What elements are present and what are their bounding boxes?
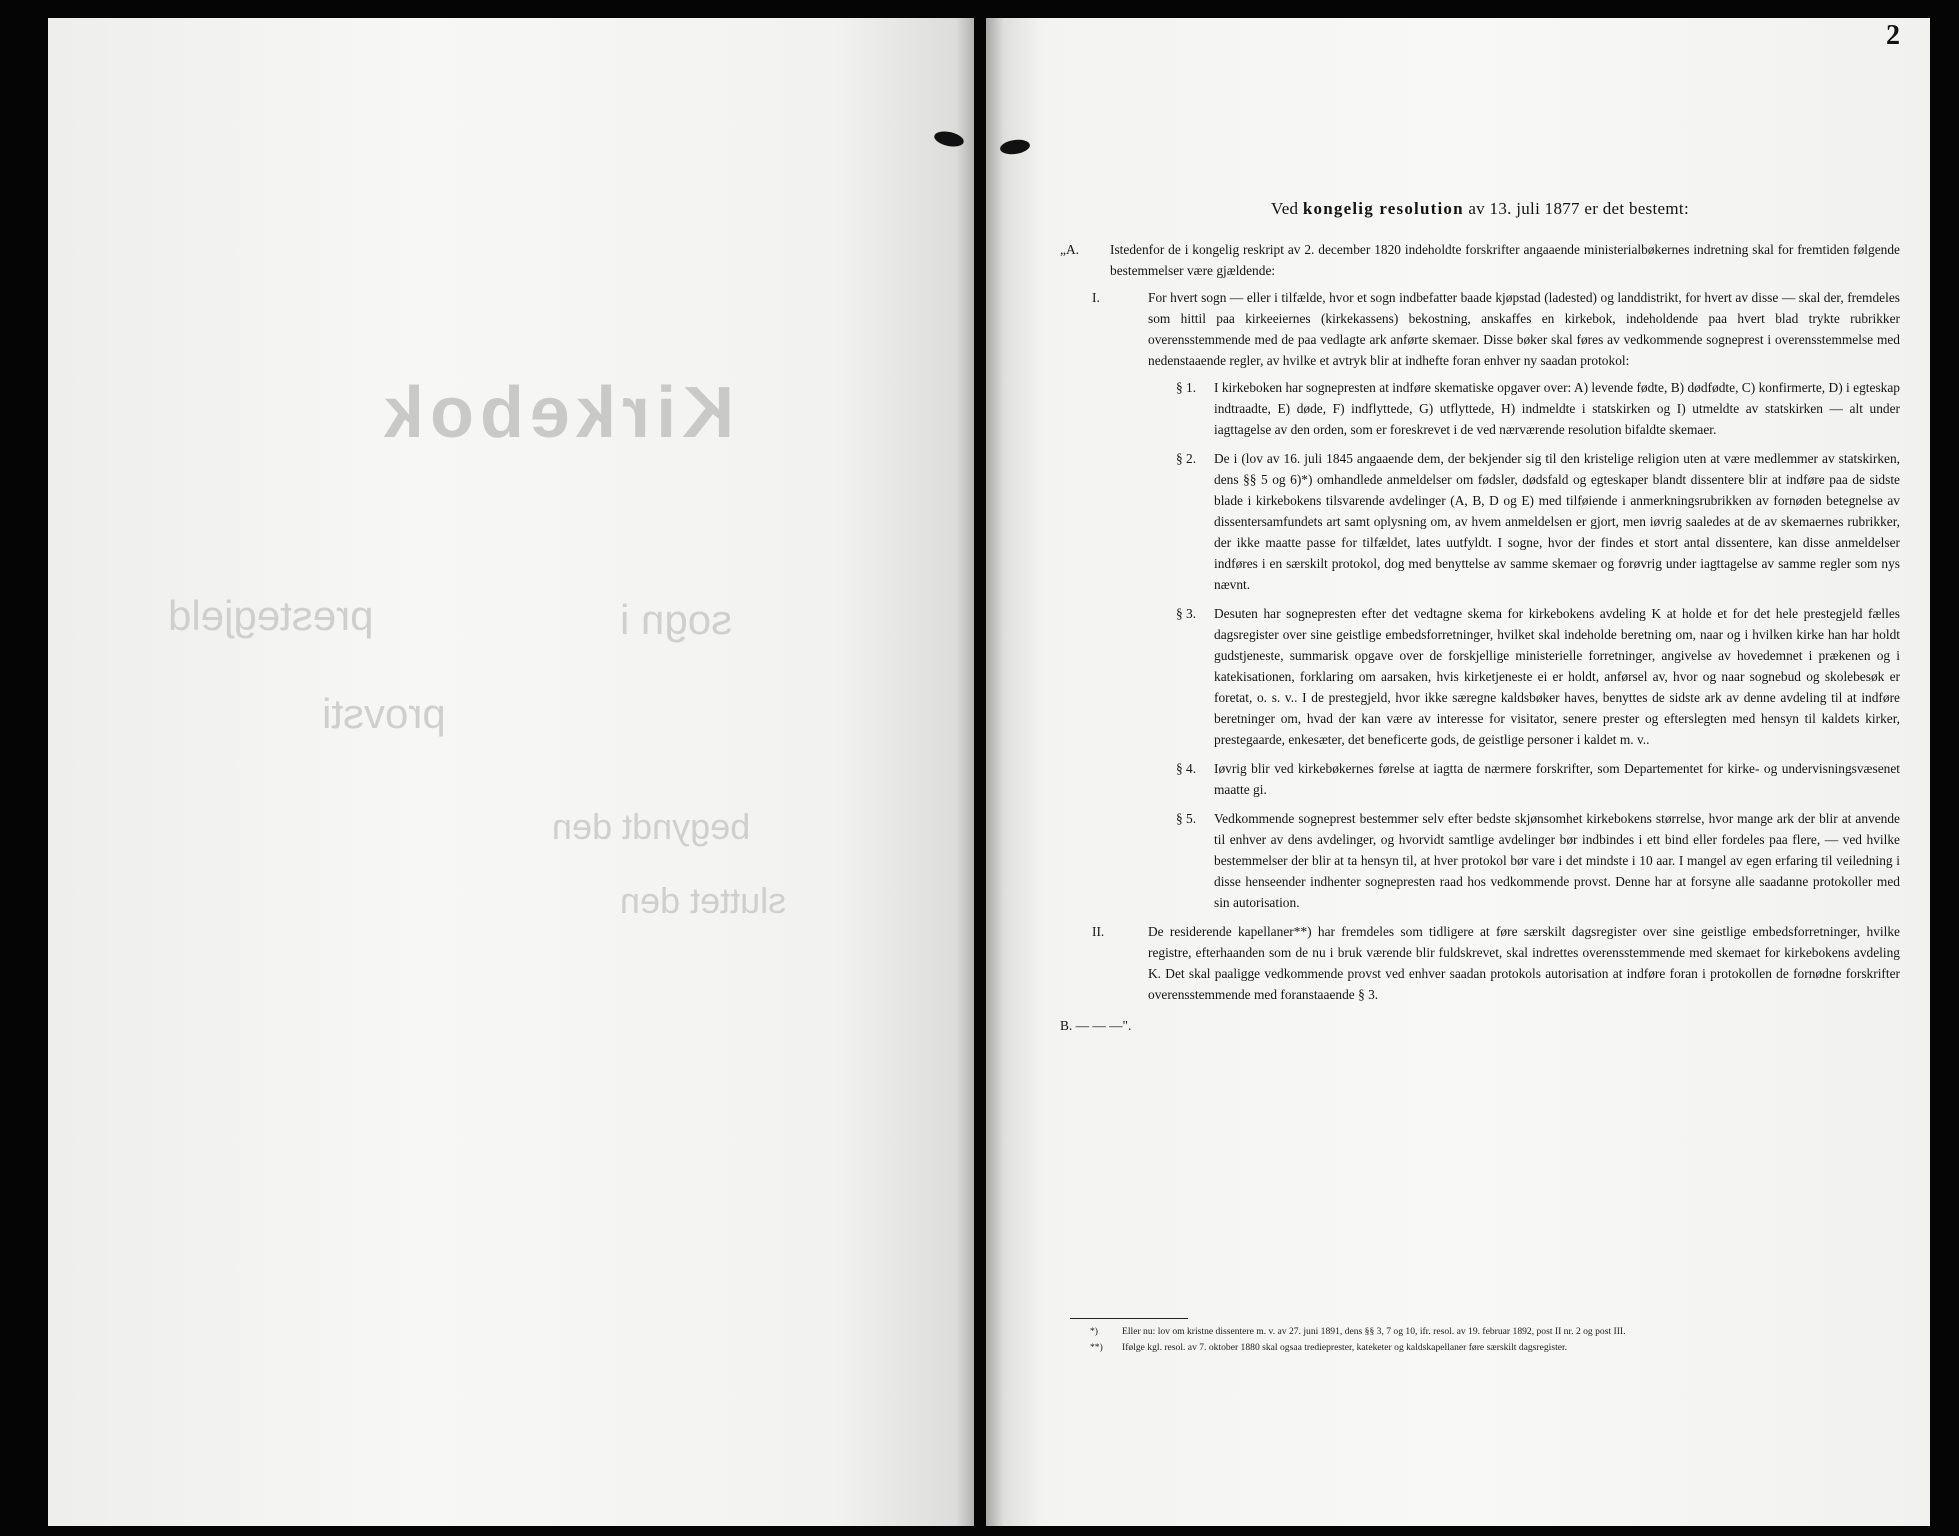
footnote-rule bbox=[1070, 1318, 1188, 1319]
footnotes bbox=[1090, 1326, 1858, 1358]
bleed-through-begynt: begyndt den bbox=[552, 806, 751, 847]
section-ii-text: De residerende kapellaner**) har fremdeles som tidligere at føre særskilt dagsregister over sine geistlige embedsforretninger, hvilke registre, efterhaanden som de nu i bruk værende blir fuldskrevet, skal indrettes overensstemmende med skemaet for kirkebokens avdeling K. Det skal paaligge vedkommende provst ved enhver saadan protokols autorisation at indføre foran i protokollen de fornødne forskrifter overensstemmende med foranstaaende § 3. bbox=[1148, 924, 1900, 1002]
heading-pre: Ved bbox=[1271, 199, 1303, 218]
bleed-through-sluttet: sluttet den bbox=[620, 880, 787, 921]
footnote-2-text: Ifølge kgl. resol. av 7. oktober 1880 skal ogsaa tredieprester, kateketer og kaldskapellaner føre særskilt dagsregister. bbox=[1122, 1342, 1568, 1353]
section-i-text: For hvert sogn — eller i tilfælde, hvor et sogn indbefatter baade kjøpstad (ladested) og landdistrikt, for hvert av disse — skal der, fremdeles som hittil paa kirkeeiernes (kirkekassens) bekostning, anskaffes en kirkebok, indeholdende paa hvert blad trykte rubrikker overensstemmende med de paa vedlagte ark anførte skemaer. Disse bøker skal føres av vedkommende sogneprest i overensstemmelse med nedenstaaende regler, av hvilke et avtryk blir at indhefte foran enhver ny saadan protokol: bbox=[1148, 290, 1900, 368]
paragraph-2-text: De i (lov av 16. juli 1845 angaaende dem, der bekjender sig til den kristelige religion uten at være medlemmer av statskirken, dens §§ 5 og 6)*) omhandlede anmeldelser om fødsler, dødsfald og egteskaper blandt dissentere blir at indføre paa de sidste blade i kirkebokens tilsvarende avdelinger (A, B, D og E) med tilføiende i anmerkningsrubrikken av fornøden betegnelse av dissentersamfundets art samt oplysning om, av hvem anmeldelsen er gjort, men iøvrig saaledes at de av skemaernes rubrikker, der ikke maatte passe for tilfældet, lates uutfyldt. I sogne, hvor der findes et stort antal dissentere, kan disse anmeldelser indføres i en særskilt protokol, dog med benyttelse av samme skemaer og forøvrig under iagttagelse av samme regler som nys nævnt. bbox=[1214, 451, 1900, 592]
footnote-1 bbox=[1090, 1326, 1858, 1338]
bleed-through-prestegjeld: prestegjeld bbox=[168, 592, 374, 639]
heading-post: av 13. juli 1877 er det bestemt: bbox=[1463, 199, 1689, 218]
spine-shadow-right bbox=[986, 18, 1004, 1526]
paragraph-3-mark: § 3. bbox=[1176, 606, 1197, 621]
paragraph-2-mark: § 2. bbox=[1176, 451, 1197, 466]
paragraph-1-mark: § 1. bbox=[1176, 380, 1197, 395]
footnote-2-mark: **) bbox=[1090, 1342, 1103, 1353]
section-i bbox=[1060, 287, 1900, 371]
bleed-through-sogn: sogn i bbox=[620, 596, 733, 643]
section-a bbox=[1060, 239, 1900, 281]
left-page bbox=[48, 18, 974, 1526]
section-b: B. — — —". bbox=[1060, 1018, 1132, 1033]
paragraph-4-mark: § 4. bbox=[1176, 761, 1197, 776]
paragraph-2 bbox=[1060, 448, 1900, 595]
paragraph-3 bbox=[1060, 603, 1900, 750]
footnote-1-mark: *) bbox=[1090, 1326, 1098, 1337]
paragraph-5 bbox=[1060, 808, 1900, 913]
bleed-through-provsti: provsti bbox=[322, 690, 446, 737]
spine-shadow-left bbox=[956, 18, 974, 1526]
paragraph-4-text: Iøvrig blir ved kirkebøkernes førelse at iagtta de nærmere forskrifter, som Departementet for kirke- og undervisningsvæsenet maatte gi. bbox=[1214, 761, 1900, 797]
section-a-text: Istedenfor de i kongelig reskript av 2. december 1820 indeholdte forskrifter angaaende ministerialbøkernes indretning skal for fremtiden følgende bestemmelser være gjældende: bbox=[1110, 242, 1900, 278]
paragraph-1 bbox=[1060, 377, 1900, 440]
resolution-text bbox=[1060, 198, 1900, 1042]
section-ii bbox=[1060, 921, 1900, 1005]
paragraph-1-text: I kirkeboken har sognepresten at indføre skematiske opgaver over: A) levende fødte, B) dødfødte, C) konfirmerte, D) i egteskap indtraadte, E) døde, F) indflyttede, G) utflyttede, H) indmeldte i statskirken og I) utmeldte av statskirken — alt under iagttagelse av den orden, som er foreskrevet i de ved nærværende resolution bifaldte skemaer. bbox=[1214, 380, 1900, 437]
section-ii-mark: II. bbox=[1092, 924, 1105, 939]
section-i-mark: I. bbox=[1092, 290, 1100, 305]
section-a-mark: „A. bbox=[1060, 242, 1079, 257]
bleed-through-title: Kirkebok bbox=[378, 373, 735, 453]
paragraph-5-mark: § 5. bbox=[1176, 811, 1197, 826]
paragraph-4 bbox=[1060, 758, 1900, 800]
heading-bold: kongelig resolution bbox=[1302, 199, 1464, 218]
page-number: 2 bbox=[1886, 20, 1900, 51]
footnote-1-text: Eller nu: lov om kristne dissentere m. v. av 27. juni 1891, dens §§ 3, 7 og 10, ifr. resol. av 19. februar 1892, post II nr. 2 og post III. bbox=[1122, 1326, 1626, 1337]
footnote-2 bbox=[1090, 1342, 1858, 1354]
paragraph-3-text: Desuten har sognepresten efter det vedtagne skema for kirkebokens avdeling K at holde et for det hele prestegjeld fælles dagsregister over sine geistlige embedsforretninger, hvilket skal indeholde beretning om, naar og i hvilken kirke han har holdt gudstjeneste, summarisk opgave over de forskjellige ministerielle forretninger, angivelse av hovedemnet i prækenen og i katekisationen, forklaring om aarsaken, hvis kirketjeneste ei er holdt, anførsel av, hvor og naar sognebud og skolebesøk er foretat, o. s. v.. I de prestegjeld, hvor ikke særegne kaldsbøker haves, benyttes de sidste ark av denne avdeling til at indføre beretninger om, hvad der kan være av interesse for visitator, senere prester og efterslegten med hensyn til kaldets kirker, prestegaarde, enkesæter, det beneficerte gods, de geistlige personer i kaldet m. v.. bbox=[1214, 606, 1900, 747]
paragraph-5-text: Vedkommende sogneprest bestemmer selv efter bedste skjønsomhet kirkebokens størrelse, hvor mange ark der blir at anvende til enhver av dens avdelinger, og hvorvidt samtlige avdelinger bør indbindes i ett bind eller fordeles paa flere, — ved hvilke bestemmelser der blir at ta hensyn til, at hver protokol bør vare i det mindste i 10 aar. I mangel av egen erfaring til veiledning i disse henseender indhenter sognepresten raad hos vedkommende provst. Denne har at forsyne alle saadanne protokoller med sin autorisation. bbox=[1214, 811, 1900, 910]
resolution-heading bbox=[1060, 198, 1900, 219]
